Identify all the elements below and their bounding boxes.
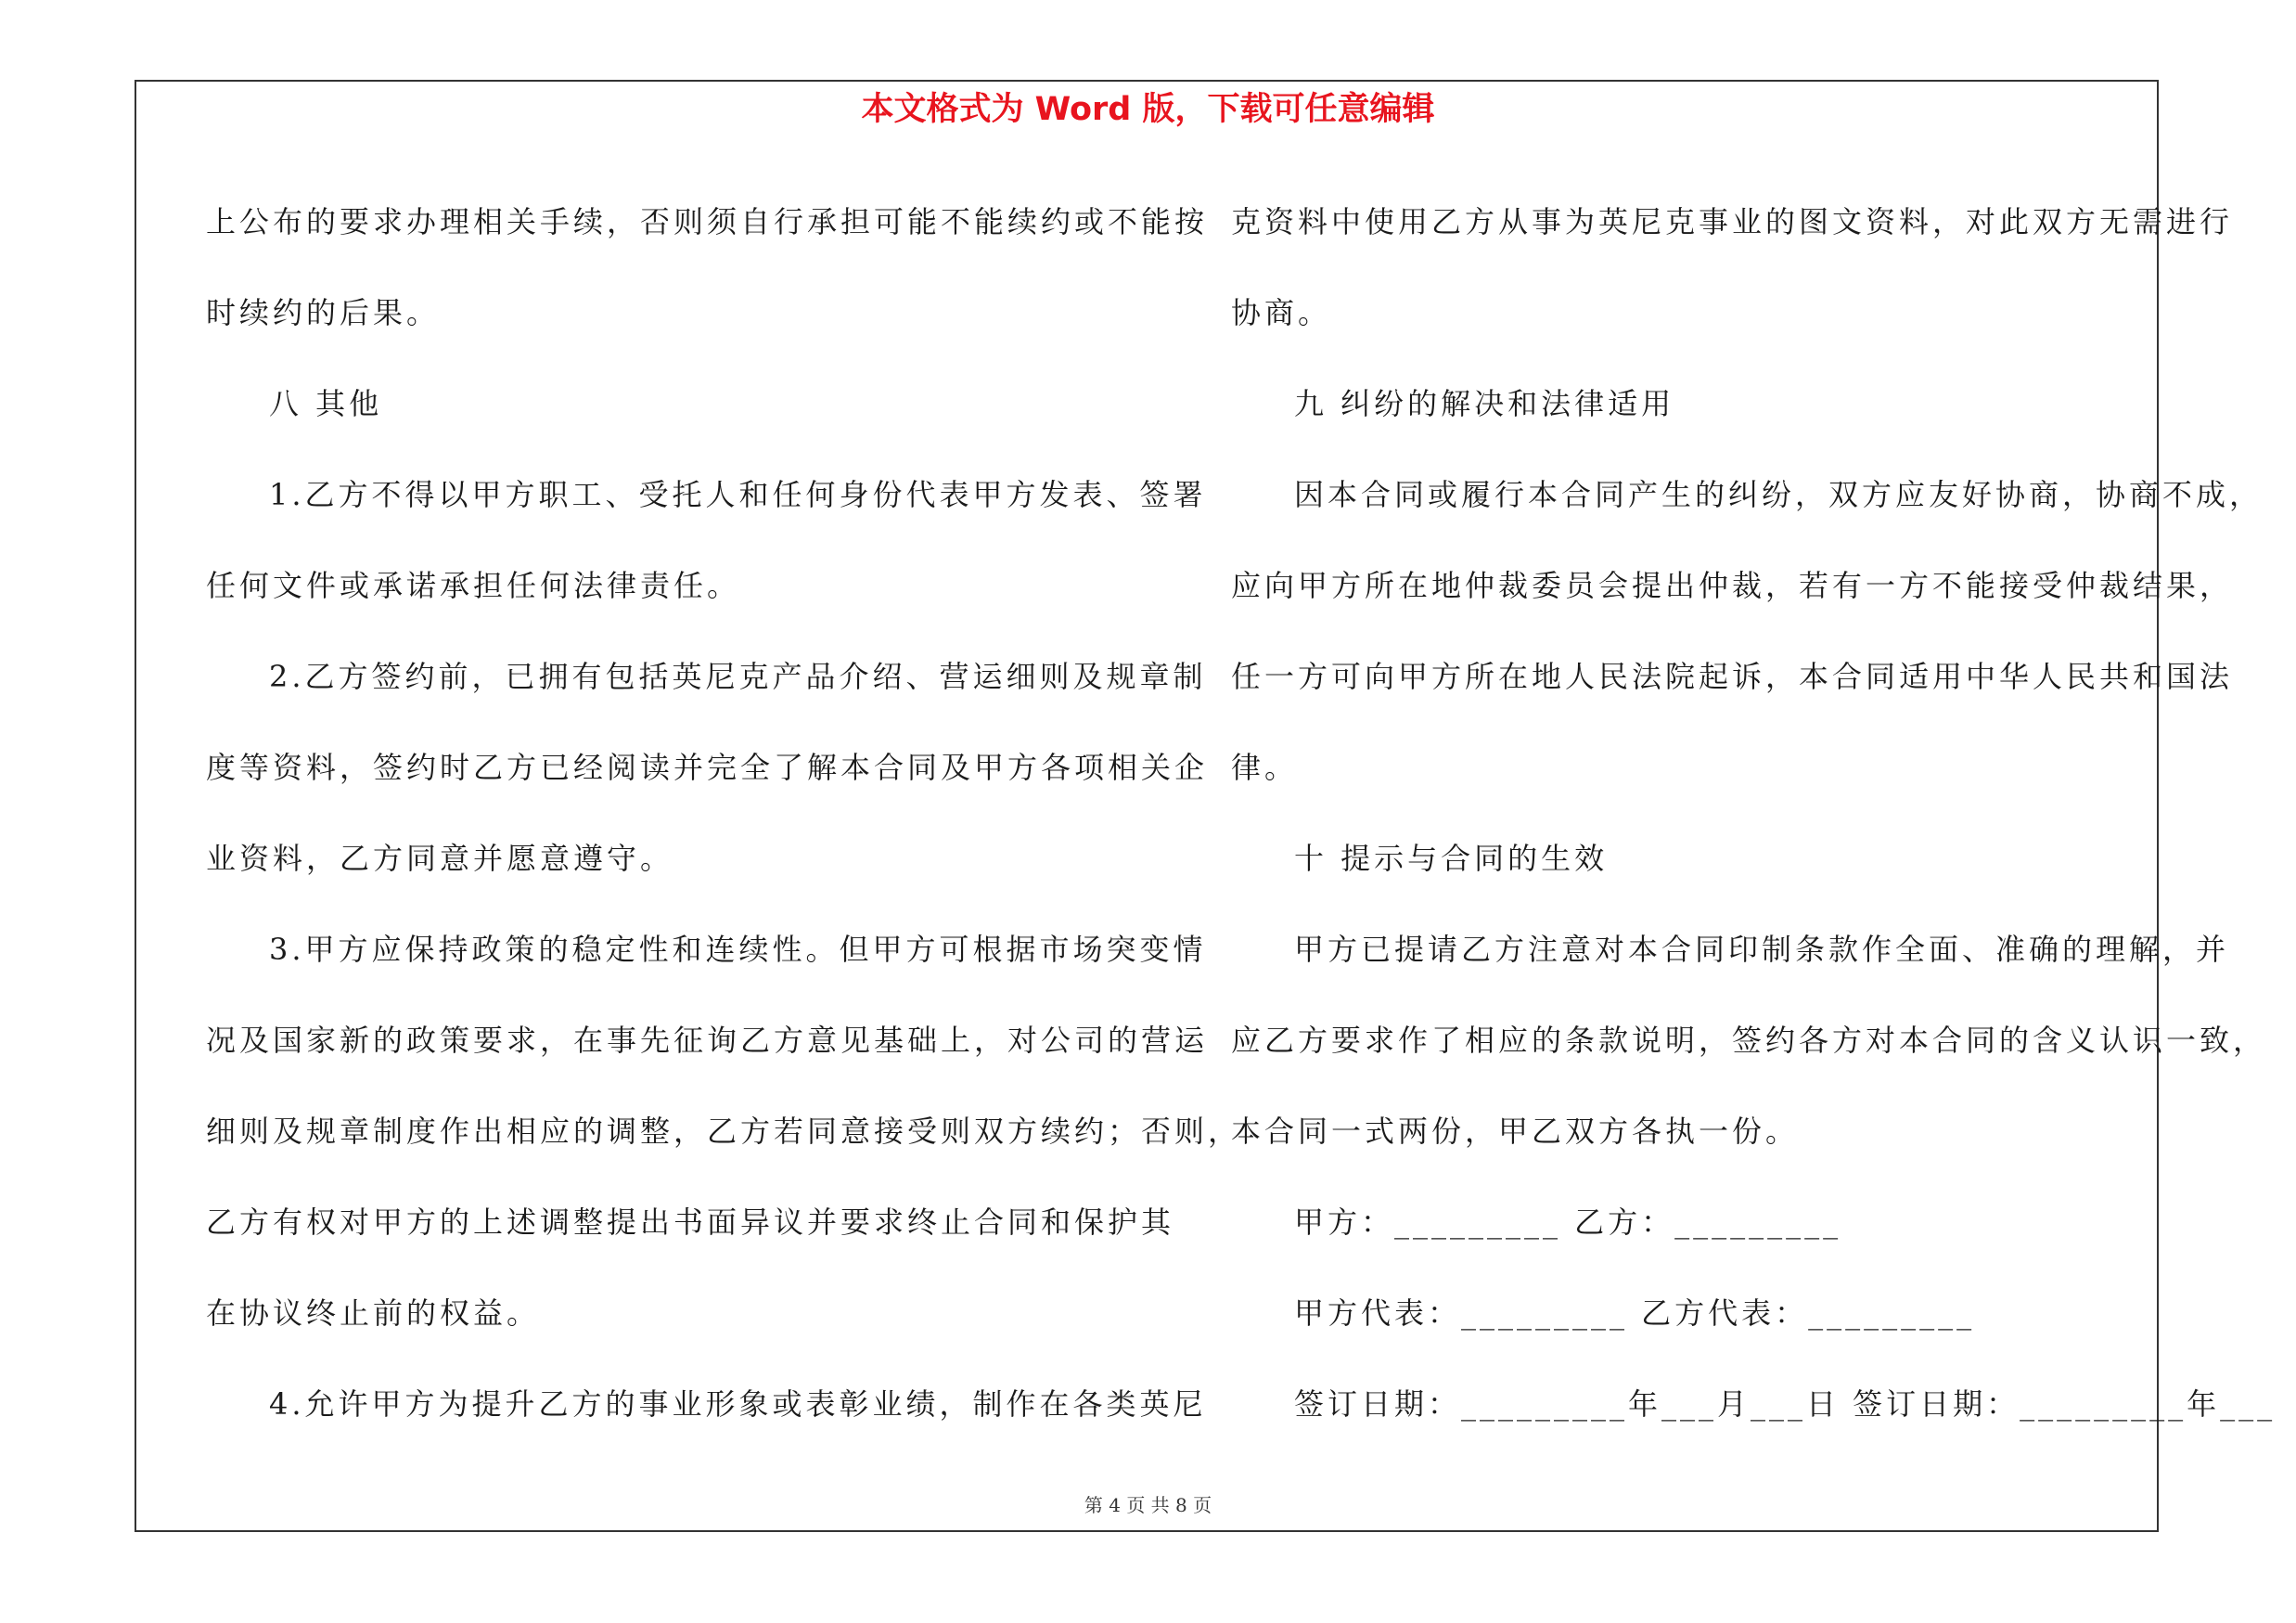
text-line: 2.乙方签约前，已拥有包括英尼克产品介绍、营运细则及规章制 [269,659,1207,694]
text-line: 在协议终止前的权益。 [206,1295,541,1331]
text-line: 九 纠纷的解决和法律适用 [1294,386,1675,421]
text-line: 业资料，乙方同意并愿意遵守。 [206,841,674,876]
text-line: 应乙方要求作了相应的条款说明，签约各方对本合同的含义认识一致， [1231,1023,2267,1058]
text-line: 时续约的后果。 [206,295,441,330]
text-line: 甲方代表：_________ 乙方代表：_________ [1294,1295,1976,1331]
text-line: 3.甲方应保持政策的稳定性和连续性。但甲方可根据市场突变情 [269,932,1207,967]
text-line: 甲方：_________ 乙方：_________ [1294,1204,1842,1240]
text-line: 任何文件或承诺承担任何法律责任。 [206,568,741,603]
text-line: 上公布的要求办理相关手续，否则须自行承担可能不能续约或不能按 [206,204,1209,239]
text-line: 度等资料，签约时乙方已经阅读并完全了解本合同及甲方各项相关企 [206,750,1209,785]
text-line: 细则及规章制度作出相应的调整，乙方若同意接受则双方续约；否则， [206,1114,1242,1149]
text-line: 克资料中使用乙方从事为英尼克事业的图文资料，对此双方无需进行 [1231,204,2234,239]
word-format-banner: 本文格式为 Word 版，下载可任意编辑 [861,91,1435,128]
text-line: 1.乙方不得以甲方职工、受托人和任何身份代表甲方发表、签署 [269,477,1207,512]
text-line: 签订日期：_________年___月___日 签订日期：_________年___ [1294,1386,2277,1422]
text-line: 况及国家新的政策要求，在事先征询乙方意见基础上，对公司的营运 [206,1023,1209,1058]
text-line: 应向甲方所在地仲裁委员会提出仲裁，若有一方不能接受仲裁结果， [1231,568,2234,603]
text-line: 4.允许甲方为提升乙方的事业形象或表彰业绩，制作在各类英尼 [269,1386,1207,1422]
right-column [1231,176,2277,1449]
text-line: 因本合同或履行本合同产生的纠纷，双方应友好协商，协商不成， [1294,477,2264,512]
text-line: 八 其他 [269,386,383,421]
text-line: 乙方有权对甲方的上述调整提出书面异议并要求终止合同和保护其 [206,1204,1175,1240]
text-line: 甲方已提请乙方注意对本合同印制条款作全面、准确的理解，并 [1294,932,2230,967]
left-column [206,176,1242,1449]
text-line: 任一方可向甲方所在地人民法院起诉，本合同适用中华人民共和国法 [1231,659,2234,694]
page-footer: 第 4 页 共 8 页 [1084,1494,1212,1516]
text-line: 本合同一式两份，甲乙双方各执一份。 [1231,1114,1800,1149]
text-line: 协商。 [1231,295,1332,330]
text-line: 律。 [1231,750,1299,785]
text-line: 十 提示与合同的生效 [1294,841,1609,876]
